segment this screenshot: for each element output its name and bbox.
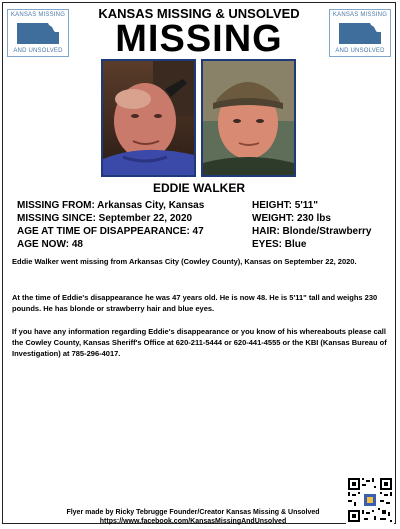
facts-left xyxy=(17,199,247,251)
facebook-url[interactable]: https://www.facebook.com/KansasMissingAndUnsolved xyxy=(99,518,287,525)
contact-paragraph: If you have any information regarding Eddie's disappearance or you know of his whereabouts please call the Cowley County, Kansas Sheriff's Office at 620-211-5444 or 620-441-4555 or the KBI (Kansas Bureau of Investigation) at 785-296-4017. xyxy=(12,327,387,358)
missing-headline: MISSING xyxy=(115,18,283,60)
summary-paragraph: Eddie Walker went missing from Arkansas City (Cowley County), Kansas on September 22, 2020. xyxy=(12,257,357,266)
logo-bottom-text: AND UNSOLVED xyxy=(13,48,63,54)
missing-since: MISSING SINCE: September 22, 2020 xyxy=(17,213,193,224)
photo-right xyxy=(201,59,296,177)
qr-code xyxy=(346,476,394,524)
person-photo-selfie xyxy=(103,61,194,175)
qr-code-icon[interactable] xyxy=(346,476,394,524)
kansas-map-icon xyxy=(338,21,382,45)
weight: WEIGHT: 230 lbs xyxy=(252,213,331,224)
logo-top-text: KANSAS MISSING xyxy=(10,12,66,18)
logo-top-text: KANSAS MISSING xyxy=(332,12,388,18)
flyer-credit: Flyer made by Ricky Tebrugge Founder/Creator Kansas Missing & Unsolved xyxy=(66,509,320,516)
facts-right xyxy=(252,199,392,251)
age-at-disappearance: AGE AT TIME OF DISAPPEARANCE: 47 xyxy=(17,226,204,237)
logo-left xyxy=(7,9,69,57)
eyes: EYES: Blue xyxy=(252,239,307,250)
org-title: KANSAS MISSING & UNSOLVED xyxy=(98,6,300,21)
missing-flyer xyxy=(2,2,396,524)
logo-right xyxy=(329,9,391,57)
photo-left xyxy=(101,59,196,177)
description-paragraph: At the time of Eddie's disappearance he was 47 years old. He is now 48. He is 5'11" tall and weighs 230 pounds. He has blonde or strawberry hair and blue eyes. xyxy=(12,293,378,313)
person-photo-cap xyxy=(203,61,294,175)
height: HEIGHT: 5'11" xyxy=(252,200,319,211)
person-name: EDDIE WALKER xyxy=(152,181,245,195)
logo-bottom-text: AND UNSOLVED xyxy=(335,48,385,54)
hair: HAIR: Blonde/Strawberry xyxy=(252,226,372,237)
age-now: AGE NOW: 48 xyxy=(17,239,83,250)
kansas-map-icon xyxy=(16,21,60,45)
missing-from: MISSING FROM: Arkansas City, Kansas xyxy=(17,200,205,211)
